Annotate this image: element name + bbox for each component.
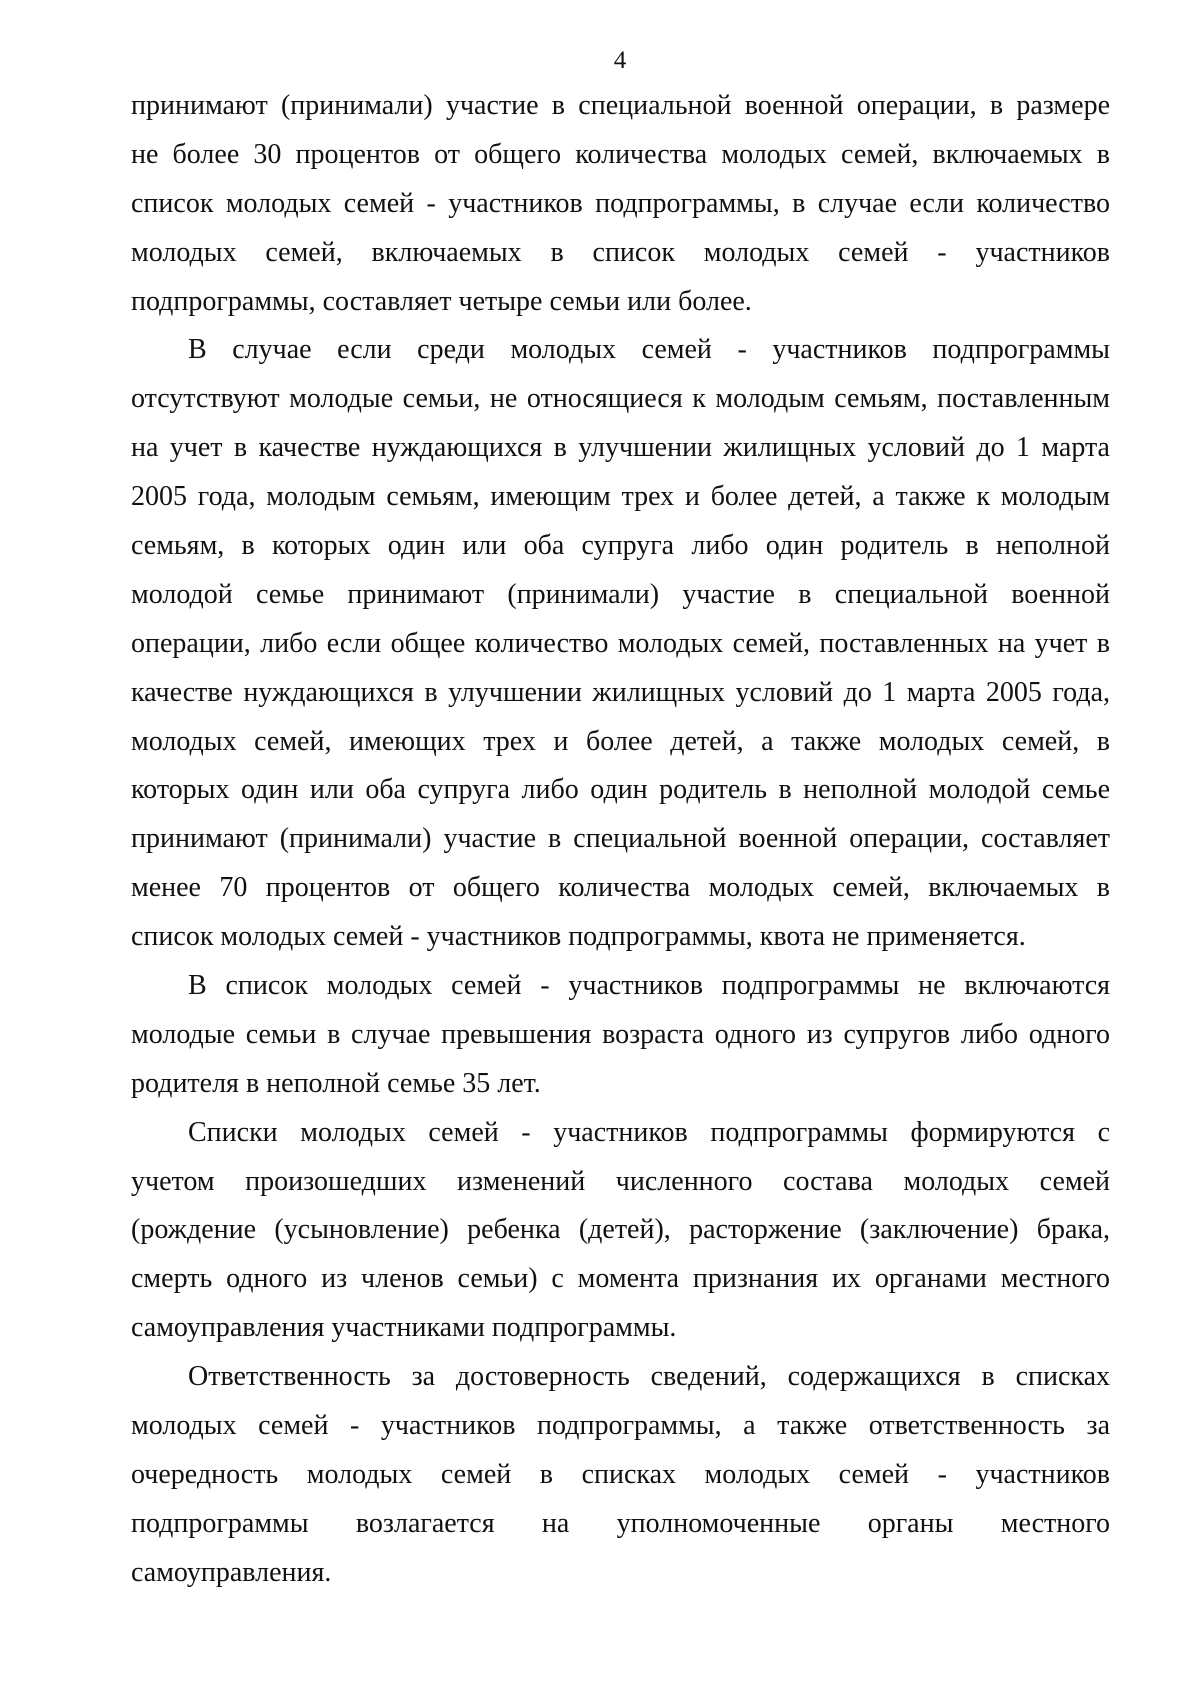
text-line: самоуправления.	[131, 1556, 332, 1588]
text-line: операции, либо если общее количество молодых семей, поставленных на учет в	[131, 627, 1110, 659]
text-line: на учет в качестве нуждающихся в улучшении жилищных условий до 1 марта	[131, 432, 1110, 464]
text-line: принимают (принимали) участие в специальной военной операции, в размере	[131, 90, 1110, 121]
text-line: В список молодых семей - участников подпрограммы не включаются	[188, 970, 1110, 1002]
text-line: (рождение (усыновление) ребенка (детей), расторжение (заключение) брака,	[131, 1214, 1110, 1246]
text-line: родителя в неполной семье 35 лет.	[131, 1067, 541, 1099]
text-line: принимают (принимали) участие в специальной военной операции, составляет	[131, 823, 1110, 855]
text-line: отсутствуют молодые семьи, не относящиеся к молодым семьям, поставленным	[131, 383, 1110, 415]
text-line: которых один или оба супруга либо один родитель в неполной молодой семье	[131, 774, 1110, 806]
text-line: Списки молодых семей - участников подпрограммы формируются с	[188, 1116, 1110, 1148]
text-line: 2005 года, молодым семьям, имеющим трех и более детей, а также к молодым	[131, 481, 1110, 513]
text-line: учетом произошедших изменений численного состава молодых семей	[131, 1165, 1110, 1197]
text-line: список молодых семей - участников подпрограммы, квота не применяется.	[131, 921, 1026, 953]
text-line: молодых семей - участников подпрограммы, а также ответственность за	[131, 1410, 1110, 1442]
text-line: очередность молодых семей в списках молодых семей - участников	[131, 1458, 1110, 1490]
paragraph	[131, 82, 1110, 326]
page-number: 4	[613, 47, 627, 74]
text-line: Ответственность за достоверность сведений, содержащихся в списках	[188, 1361, 1110, 1393]
text-line: качестве нуждающихся в улучшении жилищных условий до 1 марта 2005 года,	[131, 676, 1110, 708]
paragraph	[131, 1353, 1110, 1597]
text-line: самоуправления участниками подпрограммы.	[131, 1312, 677, 1344]
text-line: семьям, в которых один или оба супруга либо один родитель в неполной	[131, 530, 1110, 562]
text-line: список молодых семей - участников подпрограммы, в случае если количество	[131, 187, 1110, 219]
text-line: молодых семей, имеющих трех и более детей, а также молодых семей, в	[131, 725, 1110, 757]
text-line: менее 70 процентов от общего количества молодых семей, включаемых в	[131, 872, 1110, 904]
text-line: подпрограммы возлагается на уполномоченные органы местного	[131, 1507, 1110, 1539]
text-line: не более 30 процентов от общего количества молодых семей, включаемых в	[131, 138, 1110, 170]
paragraph	[131, 962, 1110, 1109]
text-line: подпрограммы, составляет четыре семьи или более.	[131, 285, 752, 317]
text-line: молодых семей, включаемых в список молодых семей - участников	[131, 236, 1110, 268]
text-line: смерть одного из членов семьи) с момента признания их органами местного	[131, 1263, 1110, 1295]
document-body	[131, 82, 1110, 1598]
text-line: молодой семье принимают (принимали) участие в специальной военной	[131, 578, 1110, 610]
text-line: молодые семьи в случае превышения возраста одного из супругов либо одного	[131, 1018, 1110, 1050]
paragraph	[131, 1109, 1110, 1353]
text-line: В случае если среди молодых семей - участников подпрограммы	[188, 334, 1110, 366]
paragraph	[131, 326, 1110, 962]
